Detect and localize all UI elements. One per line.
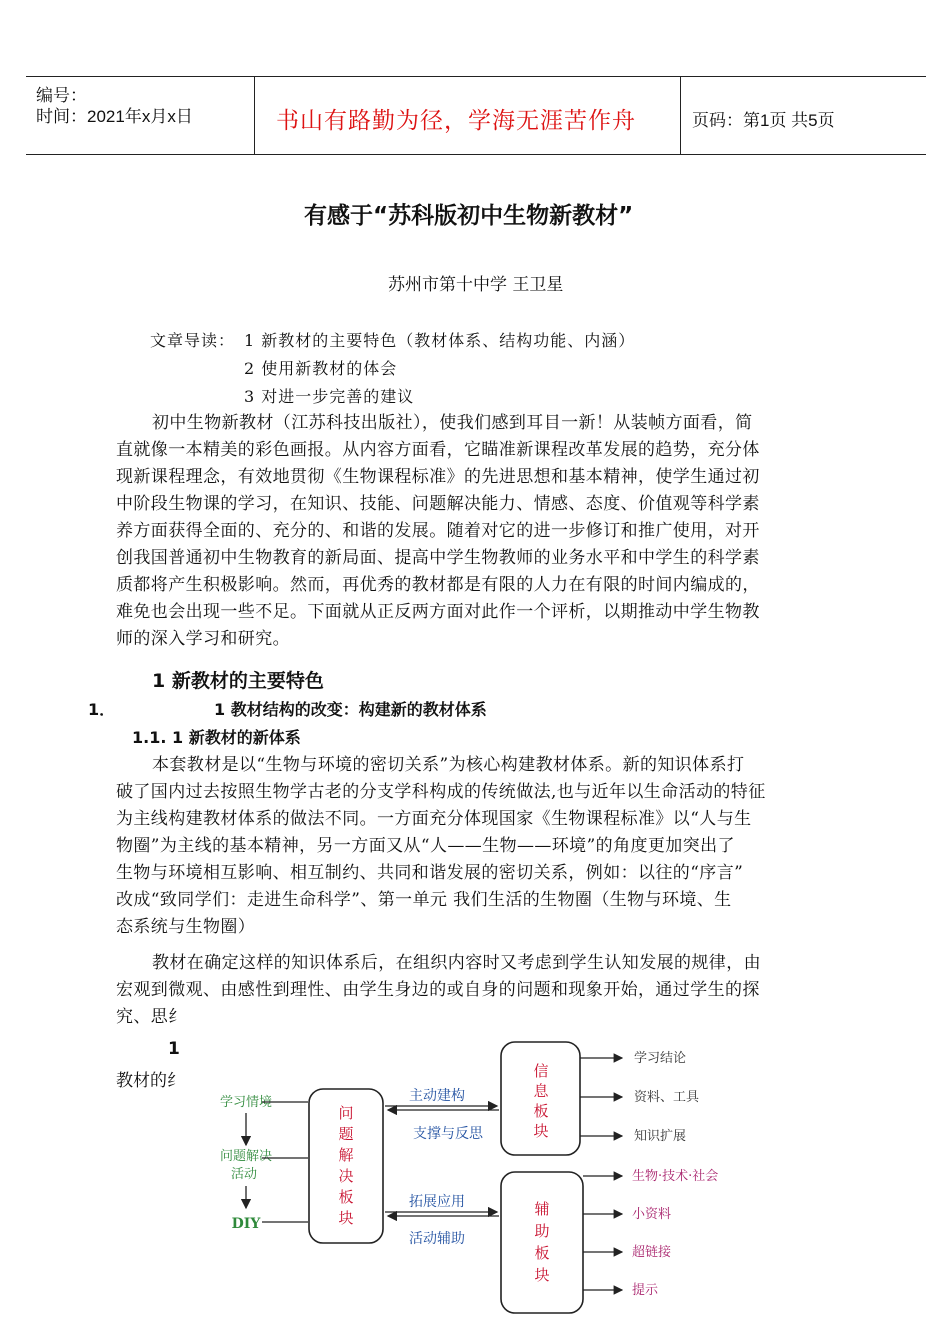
aux-item-sts: 生物·技术·社会 bbox=[632, 1169, 719, 1184]
aux-item-tip: 提示 bbox=[632, 1283, 659, 1298]
intro-line: 初中生物新教材（江苏科技出版社），使我们感到耳目一新！从装帧方面看，简 bbox=[152, 413, 753, 433]
cut-off-text: 教材的纟 bbox=[116, 1071, 184, 1091]
body-line: 生物与环境相互影响、相互制约、共同和谐发展的密切关系，例如：以往的“序言” bbox=[116, 863, 744, 883]
left-node-problem: 问题解决 bbox=[219, 1149, 273, 1164]
intro-line: 养方面获得全面的、充分的、和谐的发展。随着对它的进一步修订和推广使用，对开 bbox=[116, 521, 760, 541]
top-box-char: 板 bbox=[533, 1102, 549, 1120]
subsection-1-1-heading: 1.1. 1 新教材的新体系 bbox=[132, 728, 301, 747]
cut-off-number: 1 bbox=[168, 1039, 180, 1059]
article-title: 有感于“苏科版初中生物新教材” bbox=[304, 203, 634, 229]
arrow-label-support: 支撑与反思 bbox=[413, 1126, 483, 1142]
intro-line: 难免也会出现一些不足。下面就从正反两方面对此作一个评析，以期推动中学生物教 bbox=[116, 602, 760, 622]
left-node-situation: 学习情境 bbox=[219, 1095, 273, 1110]
body-line: 为主线构建教材体系的做法不同。一方面充分体现国家《生物课程标准》以“人与生 bbox=[116, 809, 752, 829]
body-line: 教材在确定这样的知识体系后，在组织内容时又考虑到学生认知发展的规律，由 bbox=[152, 953, 761, 973]
info-item-conclusion: 学习结论 bbox=[634, 1051, 687, 1066]
intro-line: 质都将产生积极影响。然而，再优秀的教材都是有限的人力在有限的时间内编成的， bbox=[116, 575, 760, 595]
body-line: 改成“致同学们：走进生命科学”、第一单元 我们生活的生物圈（生物与环境、生 bbox=[116, 890, 732, 910]
subsection-1-number: 1． bbox=[88, 700, 116, 719]
arrow-label-construct: 主动建构 bbox=[409, 1088, 465, 1104]
center-box-char: 问 bbox=[338, 1104, 354, 1122]
bottom-box-char: 助 bbox=[534, 1222, 550, 1240]
bottom-box-aux bbox=[501, 1172, 583, 1313]
top-box-char: 块 bbox=[533, 1122, 549, 1140]
doc-number-label: 编号： bbox=[36, 86, 87, 105]
info-item-tools: 资料、工具 bbox=[634, 1090, 700, 1105]
guide-item-2: 2 使用新教材的体会 bbox=[244, 359, 398, 378]
intro-line: 师的深入学习和研究。 bbox=[116, 629, 290, 649]
center-box-char: 题 bbox=[338, 1125, 354, 1143]
guide-item-1: 1 新教材的主要特色（教材体系、结构功能、内涵） bbox=[244, 331, 636, 350]
body-line: 态系统与生物圈） bbox=[116, 917, 256, 937]
aux-item-info: 小资料 bbox=[632, 1207, 672, 1222]
arrow-label-activity: 活动辅助 bbox=[409, 1231, 465, 1247]
bottom-box-char: 辅 bbox=[534, 1200, 550, 1218]
center-box-char: 解 bbox=[338, 1146, 354, 1164]
top-box-char: 息 bbox=[533, 1082, 549, 1100]
body-line: 物圈”为主线的基本精神，另一方面又从“人——生物——环境”的角度更加突出了 bbox=[116, 836, 735, 856]
aux-item-link: 超链接 bbox=[632, 1245, 672, 1260]
doc-time-label: 时间：2021年x月x日 bbox=[36, 107, 193, 126]
intro-line: 现新课程理念，有效地贯彻《生物课程标准》的先进思想和基本精神，使学生通过初 bbox=[116, 467, 760, 487]
body-line: 宏观到微观、由感性到理性、由学生身边的或自身的问题和现象开始，通过学生的探 bbox=[116, 980, 760, 1000]
header-motto: 书山有路勤为径，学海无涯苦作舟 bbox=[276, 108, 636, 134]
guide-item-3: 3 对进一步完善的建议 bbox=[244, 387, 415, 406]
body-line: 破了国内过去按照生物学古老的分支学科构成的传统做法,也与近年以生命活动的特征 bbox=[116, 782, 766, 802]
bottom-box-char: 块 bbox=[534, 1266, 550, 1284]
left-node-diy: DIY bbox=[231, 1216, 261, 1232]
intro-line: 创我国普通初中生物教育的新局面、提高中学生物教师的业务水平和中学生的科学素 bbox=[116, 548, 760, 568]
center-box-char: 板 bbox=[338, 1188, 354, 1206]
page-info: 页码：第1页 共5页 bbox=[692, 111, 835, 130]
top-box-char: 信 bbox=[533, 1062, 549, 1080]
body-line: 究、思纟 bbox=[116, 1007, 186, 1027]
center-box-char: 决 bbox=[338, 1167, 354, 1185]
intro-line: 中阶段生物课的学习，在知识、技能、问题解决能力、情感、态度、价值观等科学素 bbox=[116, 494, 760, 514]
article-author: 苏州市第十中学 王卫星 bbox=[388, 275, 564, 295]
center-box-char: 块 bbox=[338, 1209, 354, 1227]
body-line: 本套教材是以“生物与环境的密切关系”为核心构建教材体系。新的知识体系打 bbox=[152, 755, 745, 775]
subsection-1-heading: 1 教材结构的改变：构建新的教材体系 bbox=[214, 700, 487, 719]
guide-label: 文章导读： bbox=[150, 331, 236, 350]
info-item-extension: 知识扩展 bbox=[634, 1129, 687, 1144]
bottom-box-char: 板 bbox=[534, 1244, 550, 1262]
left-node-activity: 活动 bbox=[230, 1167, 258, 1182]
intro-line: 直就像一本精美的彩色画报。从内容方面看，它瞄准新课程改革发展的趋势，充分体 bbox=[116, 440, 760, 460]
arrow-label-extend: 拓展应用 bbox=[409, 1194, 465, 1210]
section-1-heading: 1 新教材的主要特色 bbox=[152, 670, 324, 692]
